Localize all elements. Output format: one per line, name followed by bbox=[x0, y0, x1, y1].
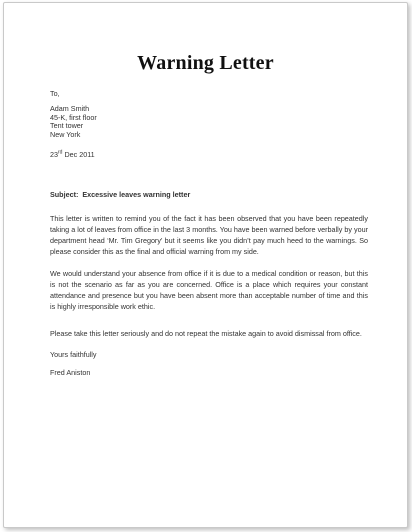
recipient-address-line-2: Tent tower bbox=[50, 121, 84, 131]
subject-label: Subject: bbox=[50, 190, 79, 199]
recipient-address-line-3: New York bbox=[50, 129, 81, 139]
salutation: To, bbox=[50, 89, 60, 98]
letter-page bbox=[3, 2, 408, 528]
signature-name: Fred Aniston bbox=[50, 368, 91, 377]
letter-title: Warning Letter bbox=[137, 52, 274, 74]
subject-line bbox=[50, 191, 368, 200]
date-suffix: rd bbox=[58, 149, 63, 156]
recipient-address-line-1: 45-K, first floor bbox=[50, 112, 97, 122]
body-paragraph: This letter is written to remind you of the fact it has been observed that you have been repeatedly taking a lot of leaves from office in the last 3 months. You have been warned before verbally by your department head ‘Mr. Tim Gregory’ but it seems like you didn’t pay much heed to the warnings. So please consider this as the final and official warning from my side. bbox=[50, 214, 368, 256]
date-day: 23 bbox=[50, 150, 58, 159]
closing: Yours faithfully bbox=[50, 350, 97, 359]
date-month-year: Dec 2011 bbox=[62, 150, 95, 159]
body-paragraph: Please take this letter seriously and do not repeat the mistake again to avoid dismissal from office. bbox=[50, 329, 362, 338]
recipient-address bbox=[50, 105, 368, 139]
body-paragraph: We would understand your absence from office if it is due to a medical condition or reason, but this is not the scenario as far as you are concerned. Office is a place which requires your constant attendance and presence but you have been absent more than acceptable number of time and this is highly irresponsible work ethic. bbox=[50, 269, 368, 311]
letter-date bbox=[50, 151, 368, 160]
recipient-name: Adam Smith bbox=[50, 104, 90, 113]
subject-text: Excessive leaves warning letter bbox=[82, 190, 191, 199]
